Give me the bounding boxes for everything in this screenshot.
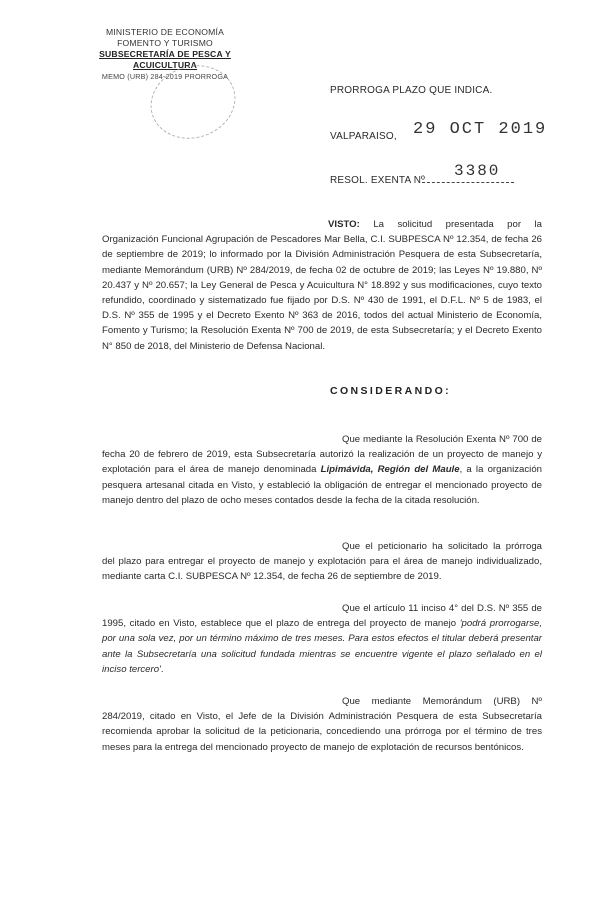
considerando-heading: CONSIDERANDO: (330, 385, 452, 397)
resolution-number: 3380 (454, 162, 501, 180)
p1-area-name: Lipimávida, Región del Maule (320, 464, 460, 476)
document-title: PRORROGA PLAZO QUE INDICA. (330, 85, 493, 96)
resolution-number-underline (422, 182, 514, 183)
considerando-paragraph-1 (102, 432, 542, 508)
p1-text-end: , a la organización pesquera artesanal citada en Visto, y estableció la obligación de entregar el mencionado proyecto de manejo dentro del plazo de ocho meses contados desde la fecha de la citada resolución. (102, 464, 542, 506)
visto-text: La solicitud presentada por la Organización Funcional Agrupación de Pescadores Mar Bella, C.I. SUBPESCA Nº 12.354, de fecha 26 de septiembre de 2019; lo informado por la División Administración Pesquera de esta Subsecretaría, mediante Memorándum (URB) Nº 284/2019, de fecha 02 de octubre de 2019; las Leyes Nº 19.880, Nº 20.437 y Nº 20.657; la Ley General de Pesca y Acuicultura N° 18.892 y sus modificaciones, cuyo texto refundido, coordinado y sistematizado fue fijado por D.S. Nº 430 de 1991, el D.F.L. Nº 5 de 1983, el D.S. Nº 355 de 1995 y el Decreto Exento Nº 363 de 2016, todos del actual Ministerio de Economía, Fomento y Turismo; la Resolución Exenta Nº 700 de 2019, de esta Subsecretaría; y el Decreto Exento N° 850 de 2018, del Ministerio de Defensa Nacional. (102, 219, 542, 352)
p3-quote: 'podrá prorrogarse, por una sola vez, por un término máximo de tres meses. Para estos efectos el titular deberá presentar ante la Subsecretaría una solicitud fundada mientras se encuentre vigente el plazo señalado en el inciso tercero' (102, 618, 542, 675)
visto-paragraph (102, 217, 542, 354)
p3-text-end: . (160, 663, 164, 675)
ministry-header (70, 27, 260, 82)
date-stamp: 29 OCT 2019 (413, 120, 548, 139)
place-label: VALPARAISO, (330, 131, 397, 142)
subsecretaria-name: SUBSECRETARÍA DE PESCA Y ACUICULTURA (99, 49, 231, 70)
p2-text: Que el peticionario ha solicitado la prórroga del plazo para entregar el proyecto de manejo y explotación para el área de manejo individualizado, mediante carta C.I. SUBPESCA Nº 12.354, de fecha 26 de septiembre de 2019. (102, 541, 542, 583)
considerando-paragraph-2 (102, 539, 542, 585)
memo-reference: MEMO (URB) 284-2019 PRORROGA (101, 72, 229, 81)
ministry-name-2: FOMENTO Y TURISMO (117, 38, 213, 48)
resolution-label: RESOL. EXENTA Nº (330, 175, 426, 186)
ministry-name: MINISTERIO DE ECONOMÍA (105, 27, 225, 37)
considerando-paragraph-4 (102, 694, 542, 755)
p4-text: Que mediante Memorándum (URB) Nº 284/2019, citado en Visto, el Jefe de la División Administración Pesquera de esta Subsecretaría recomienda aprobar la solicitud de la peticionaria, concediendo una prórroga por el término de tres meses para la entrega del mencionado proyecto de manejo de explotación de recursos bentónicos. (102, 696, 542, 753)
visto-label: VISTO: (328, 219, 360, 230)
considerando-paragraph-3 (102, 601, 542, 677)
p1-text: Que mediante la Resolución Exenta Nº 700 de fecha 20 de febrero de 2019, esta Subsecretaría autorizó la realización de un proyecto de manejo y explotación para el área de manejo denominada (102, 434, 542, 476)
p3-text: Que el artículo 11 inciso 4° del D.S. Nº 355 de 1995, citado en Visto, establece que el plazo de entrega del proyecto de manejo (102, 603, 542, 630)
